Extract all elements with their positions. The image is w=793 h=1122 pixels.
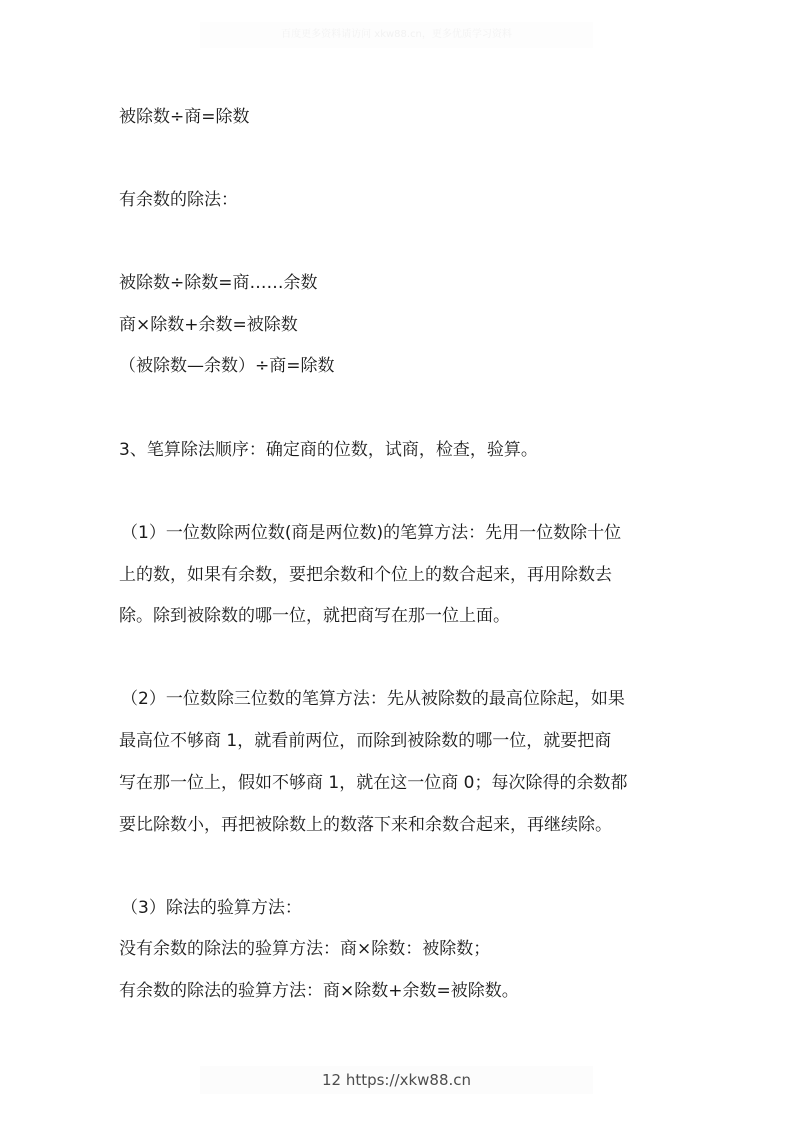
formula-dividend-check: 商×除数+余数=被除数 (119, 315, 298, 335)
section-heading-remainder-division: 有余数的除法： (119, 190, 238, 210)
paragraph-2-line-3: 写在那一位上，假如不够商 1，就在这一位商 0；每次除得的余数都 (119, 773, 628, 793)
paragraph-3-no-remainder-check: 没有余数的除法的验算方法：商×除数：被除数； (119, 939, 491, 959)
section-heading-written-division-order: 3、笔算除法顺序：确定商的位数，试商，检查，验算。 (119, 440, 538, 460)
page-footer (200, 1066, 593, 1094)
header-watermark: 百度更多资料请访问 xkw88.cn，更多优质学习资料 (200, 22, 593, 48)
formula-divisor-with-remainder: （被除数—余数）÷商=除数 (119, 356, 335, 376)
paragraph-2-line-2: 最高位不够商 1，就看前两位，而除到被除数的哪一位，就要把商 (119, 731, 612, 751)
paragraph-1-line-3: 除。除到被除数的哪一位，就把商写在那一位上面。 (119, 606, 510, 626)
paragraph-3-remainder-check: 有余数的除法的验算方法：商×除数+余数=被除数。 (119, 981, 519, 1001)
paragraph-1-line-2: 上的数，如果有余数，要把余数和个位上的数合起来，再用除数去 (119, 565, 612, 585)
formula-remainder-division: 被除数÷除数=商……余数 (119, 273, 318, 293)
paragraph-2-line-1: （2）一位数除三位数的笔算方法：先从被除数的最高位除起，如果 (121, 689, 625, 709)
paragraph-3-heading: （3）除法的验算方法： (121, 898, 302, 918)
page-number: 12 (321, 1071, 342, 1089)
formula-divisor-from-quotient: 被除数÷商=除数 (119, 107, 250, 127)
paragraph-2-line-4: 要比除数小，再把被除数上的数落下来和余数合起来，再继续除。 (119, 815, 612, 835)
footer-url[interactable]: https://xkw88.cn (345, 1071, 472, 1089)
paragraph-1-line-1: （1）一位数除两位数(商是两位数)的笔算方法：先用一位数除十位 (121, 523, 622, 543)
